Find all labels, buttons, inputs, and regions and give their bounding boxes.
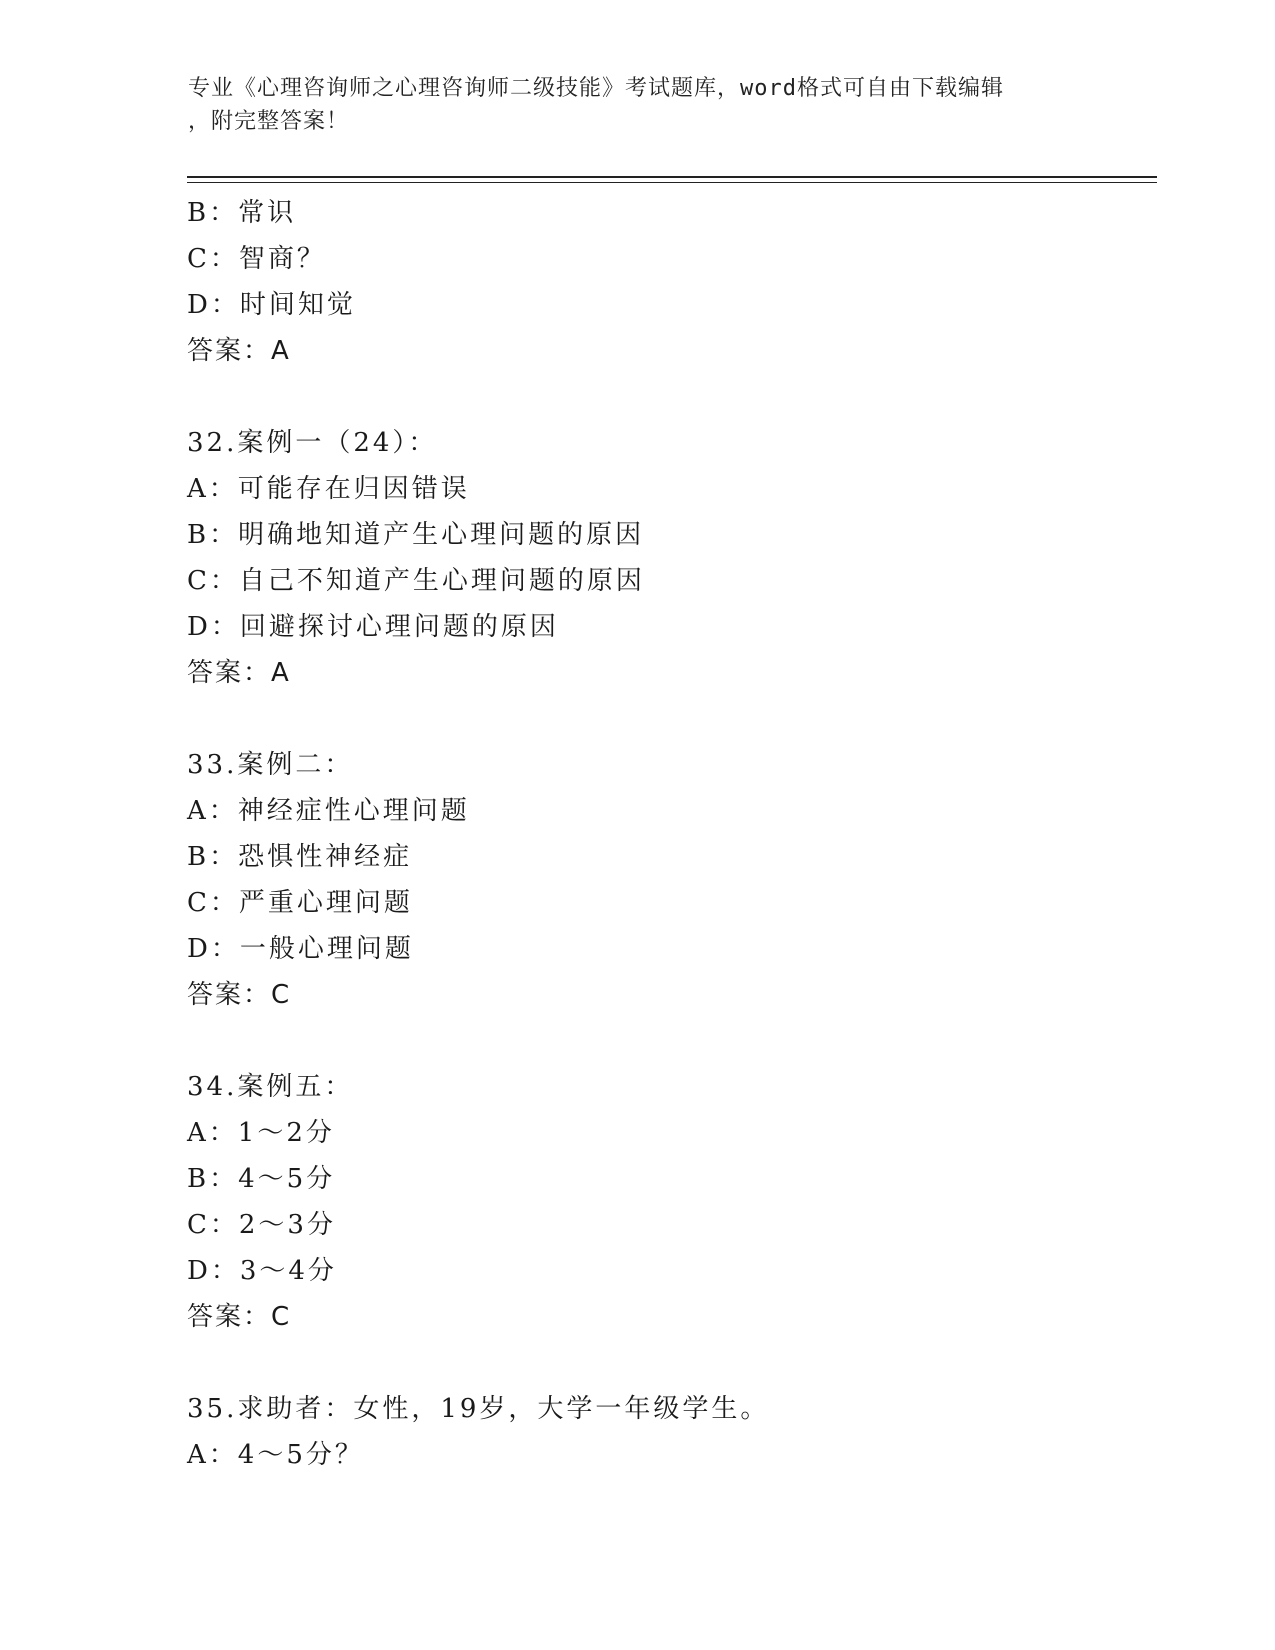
option-c: C：2～3分 xyxy=(187,1210,336,1240)
question-31-tail xyxy=(187,190,1147,374)
question-title: 33.案例二： xyxy=(187,750,354,780)
answer-line: 答案：C xyxy=(187,980,292,1010)
option-a: A：1～2分 xyxy=(187,1118,335,1148)
option-b: B：4～5分 xyxy=(187,1164,336,1194)
header-divider-thin xyxy=(187,182,1157,183)
header-line-1: 专业《心理咨询师之心理咨询师二级技能》考试题库，word格式可自由下载编辑 xyxy=(188,76,1004,101)
option-a: A：神经症性心理问题 xyxy=(187,796,470,826)
option-a: A：4～5分？ xyxy=(187,1440,364,1470)
option-c: C：严重心理问题 xyxy=(187,888,413,918)
option-b: B：常识 xyxy=(187,198,297,228)
header-line-2: ，附完整答案！ xyxy=(188,109,350,134)
question-32 xyxy=(187,420,1147,696)
option-b: B：明确地知道产生心理问题的原因 xyxy=(187,520,645,550)
question-35 xyxy=(187,1386,1147,1478)
question-34 xyxy=(187,1064,1147,1340)
spacer xyxy=(187,696,1147,742)
option-d: D：回避探讨心理问题的原因 xyxy=(187,612,559,642)
spacer xyxy=(187,1018,1147,1064)
option-d: D：时间知觉 xyxy=(187,290,356,320)
option-a: A：可能存在归因错误 xyxy=(187,474,470,504)
answer-line: 答案：A xyxy=(187,336,291,366)
option-d: D：一般心理问题 xyxy=(187,934,414,964)
answer-line: 答案：C xyxy=(187,1302,292,1332)
option-c: C：自己不知道产生心理问题的原因 xyxy=(187,566,645,596)
question-title: 34.案例五： xyxy=(187,1072,354,1102)
question-title: 32.案例一（24）： xyxy=(187,428,438,458)
question-title: 35.求助者：女性，19岁，大学一年级学生。 xyxy=(187,1394,770,1424)
option-d: D：3～4分 xyxy=(187,1256,337,1286)
option-c: C：智商？ xyxy=(187,244,326,274)
answer-line: 答案：A xyxy=(187,658,291,688)
header-divider-thick xyxy=(187,176,1157,178)
document-header xyxy=(188,72,1068,138)
spacer xyxy=(187,374,1147,420)
spacer xyxy=(187,1340,1147,1386)
question-33 xyxy=(187,742,1147,1018)
question-list xyxy=(187,190,1147,1478)
option-b: B：恐惧性神经症 xyxy=(187,842,413,872)
